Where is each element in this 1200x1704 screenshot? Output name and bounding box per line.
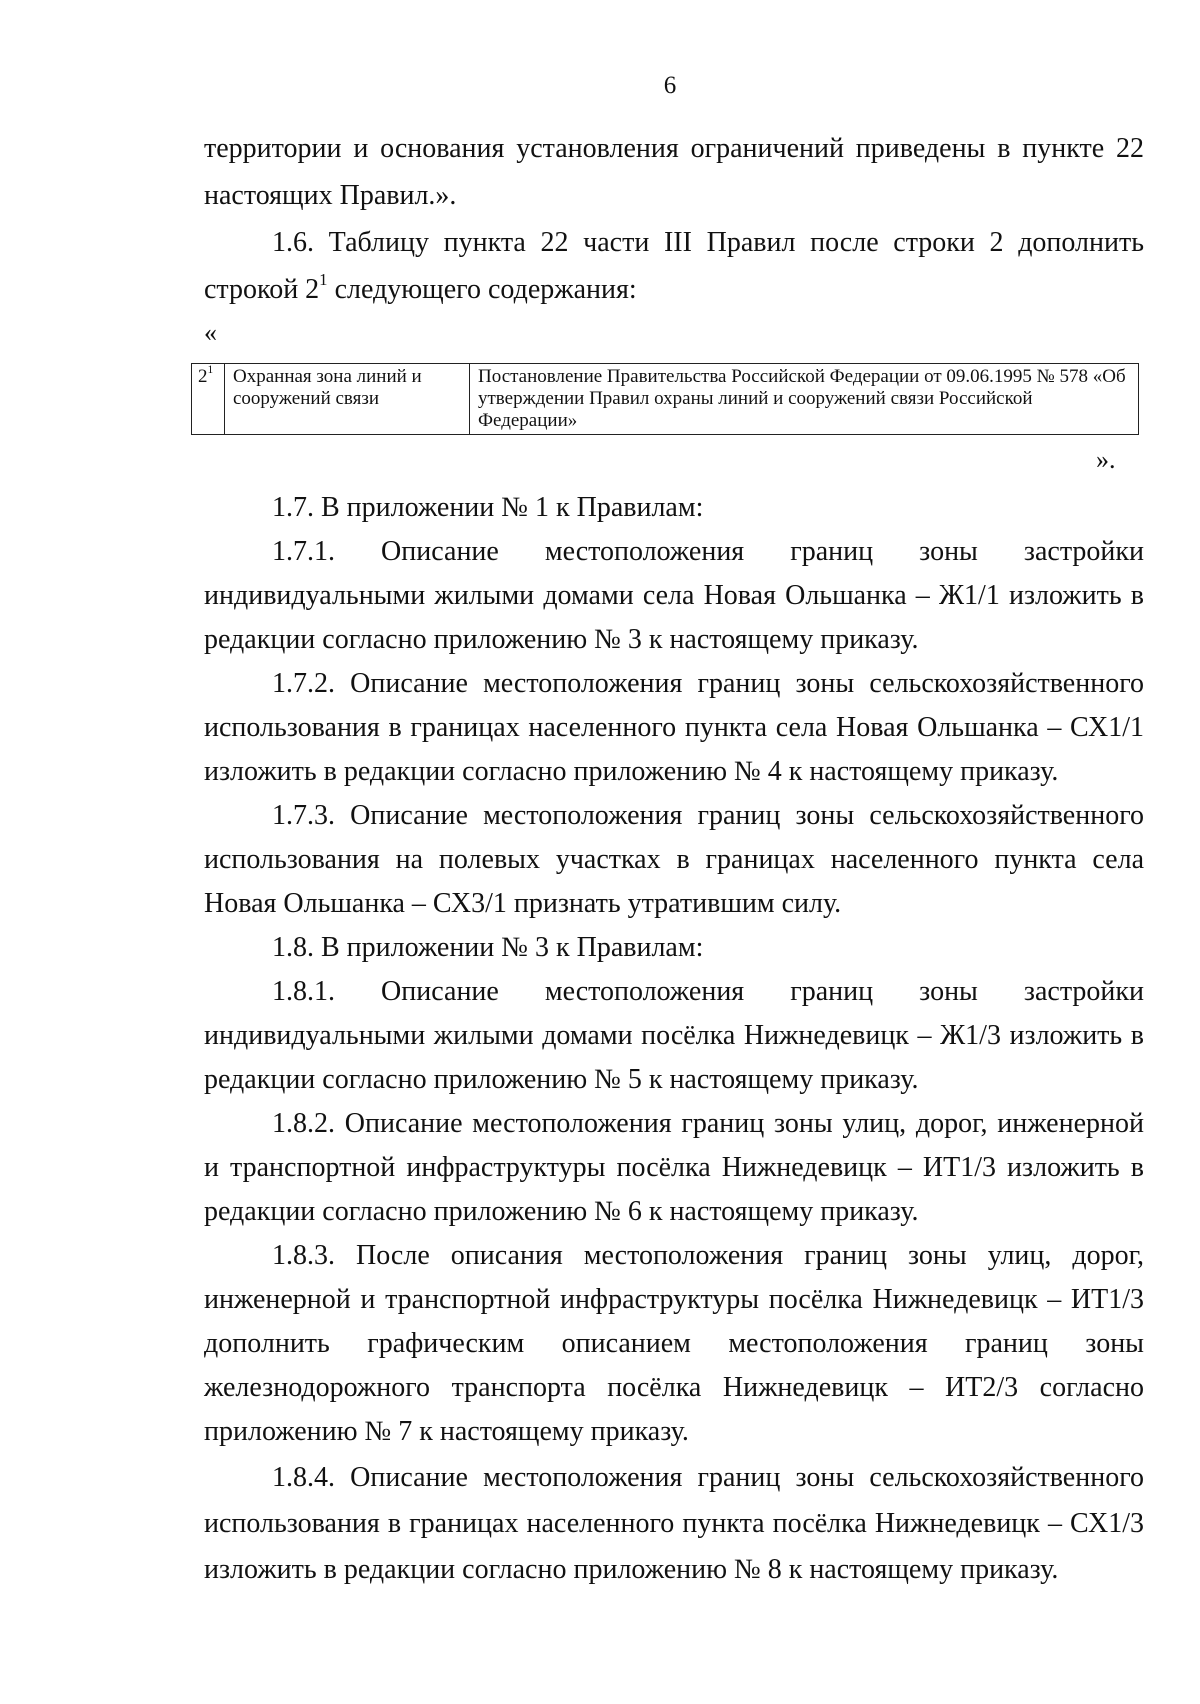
item-1-8-heading: 1.8. В приложении № 3 к Правилам: (272, 932, 704, 963)
item-1-8-2-line-1: 1.8.2. Описание местоположения границ зоны улиц, дорог, инженерной (272, 1108, 1144, 1139)
item-1-8-3-line-4: железнодорожного транспорта посёлка Нижнедевицк – ИТ2/3 согласно (204, 1372, 1144, 1403)
item-1-7-heading: 1.7. В приложении № 1 к Правилам: (272, 492, 704, 523)
item-1-8-3-line-2: инженерной и транспортной инфраструктуры посёлка Нижнедевицк – ИТ1/3 (204, 1284, 1144, 1315)
quote-close: ». (1096, 445, 1116, 474)
item-1-7-2-line-3: изложить в редакции согласно приложению № 4 к настоящему приказу. (204, 756, 1059, 787)
table-row (192, 364, 1139, 435)
item-1-8-1-line-3: редакции согласно приложению № 5 к настоящему приказу. (204, 1064, 919, 1095)
table-cell-name: Охранная зона линий и сооружений связи (225, 364, 470, 435)
item-1-7-3-line-1: 1.7.3. Описание местоположения границ зоны сельскохозяйственного (272, 800, 1144, 831)
inserted-table (191, 363, 1139, 435)
item-1-8-4-line-1: 1.8.4. Описание местоположения границ зоны сельскохозяйственного (272, 1462, 1144, 1493)
page-number: 6 (663, 72, 677, 99)
item-1-8-2-line-2: и транспортной инфраструктуры посёлка Нижнедевицк – ИТ1/3 изложить в (204, 1152, 1144, 1183)
item-1-8-3-line-3: дополнить графическим описанием местоположения границ зоны (204, 1328, 1144, 1359)
intro-line-1: территории и основания установления ограничений приведены в пункте 22 (204, 133, 1144, 164)
item-1-6-pre: строкой 2 (204, 274, 320, 305)
item-1-7-3-line-2: использования на полевых участках в границах населенного пункта села (204, 844, 1144, 875)
row-number-sup: 1 (207, 363, 214, 376)
item-1-6-post: следующего содержания: (327, 274, 637, 305)
row-number: 2 (198, 366, 208, 387)
item-1-8-3-line-5: приложению № 7 к настоящему приказу. (204, 1416, 689, 1447)
item-1-6-line-2 (204, 270, 637, 310)
item-1-6-sup: 1 (319, 270, 328, 290)
item-1-8-1-line-1: 1.8.1. Описание местоположения границ зоны застройки (272, 976, 1144, 1007)
item-1-7-2-line-1: 1.7.2. Описание местоположения границ зоны сельскохозяйственного (272, 668, 1144, 699)
item-1-7-1-line-1: 1.7.1. Описание местоположения границ зоны застройки (272, 536, 1144, 567)
item-1-8-3-line-1: 1.8.3. После описания местоположения границ зоны улиц, дорог, (272, 1240, 1144, 1271)
table-cell-number (192, 364, 225, 435)
item-1-6-line-1: 1.6. Таблицу пункта 22 части III Правил после строки 2 дополнить (272, 227, 1144, 258)
item-1-8-1-line-2: индивидуальными жилыми домами посёлка Нижнедевицк – Ж1/3 изложить в (204, 1020, 1144, 1051)
table-cell-basis: Постановление Правительства Российской Федерации от 09.06.1995 № 578 «Об утверждении Правил охраны линий и сооружений связи Российской Федерации» (470, 364, 1139, 435)
item-1-8-4-line-3: изложить в редакции согласно приложению № 8 к настоящему приказу. (204, 1554, 1059, 1585)
item-1-7-2-line-2: использования в границах населенного пункта села Новая Ольшанка – СХ1/1 (204, 712, 1144, 743)
intro-line-2: настоящих Правил.». (204, 180, 457, 211)
item-1-7-1-line-2: индивидуальными жилыми домами села Новая Ольшанка – Ж1/1 изложить в (204, 580, 1144, 611)
item-1-8-4-line-2: использования в границах населенного пункта посёлка Нижнедевицк – СХ1/3 (204, 1508, 1144, 1539)
item-1-8-2-line-3: редакции согласно приложению № 6 к настоящему приказу. (204, 1196, 919, 1227)
item-1-7-3-line-3: Новая Ольшанка – СХ3/1 признать утратившим силу. (204, 888, 842, 919)
quote-open: « (204, 318, 217, 347)
item-1-7-1-line-3: редакции согласно приложению № 3 к настоящему приказу. (204, 624, 919, 655)
